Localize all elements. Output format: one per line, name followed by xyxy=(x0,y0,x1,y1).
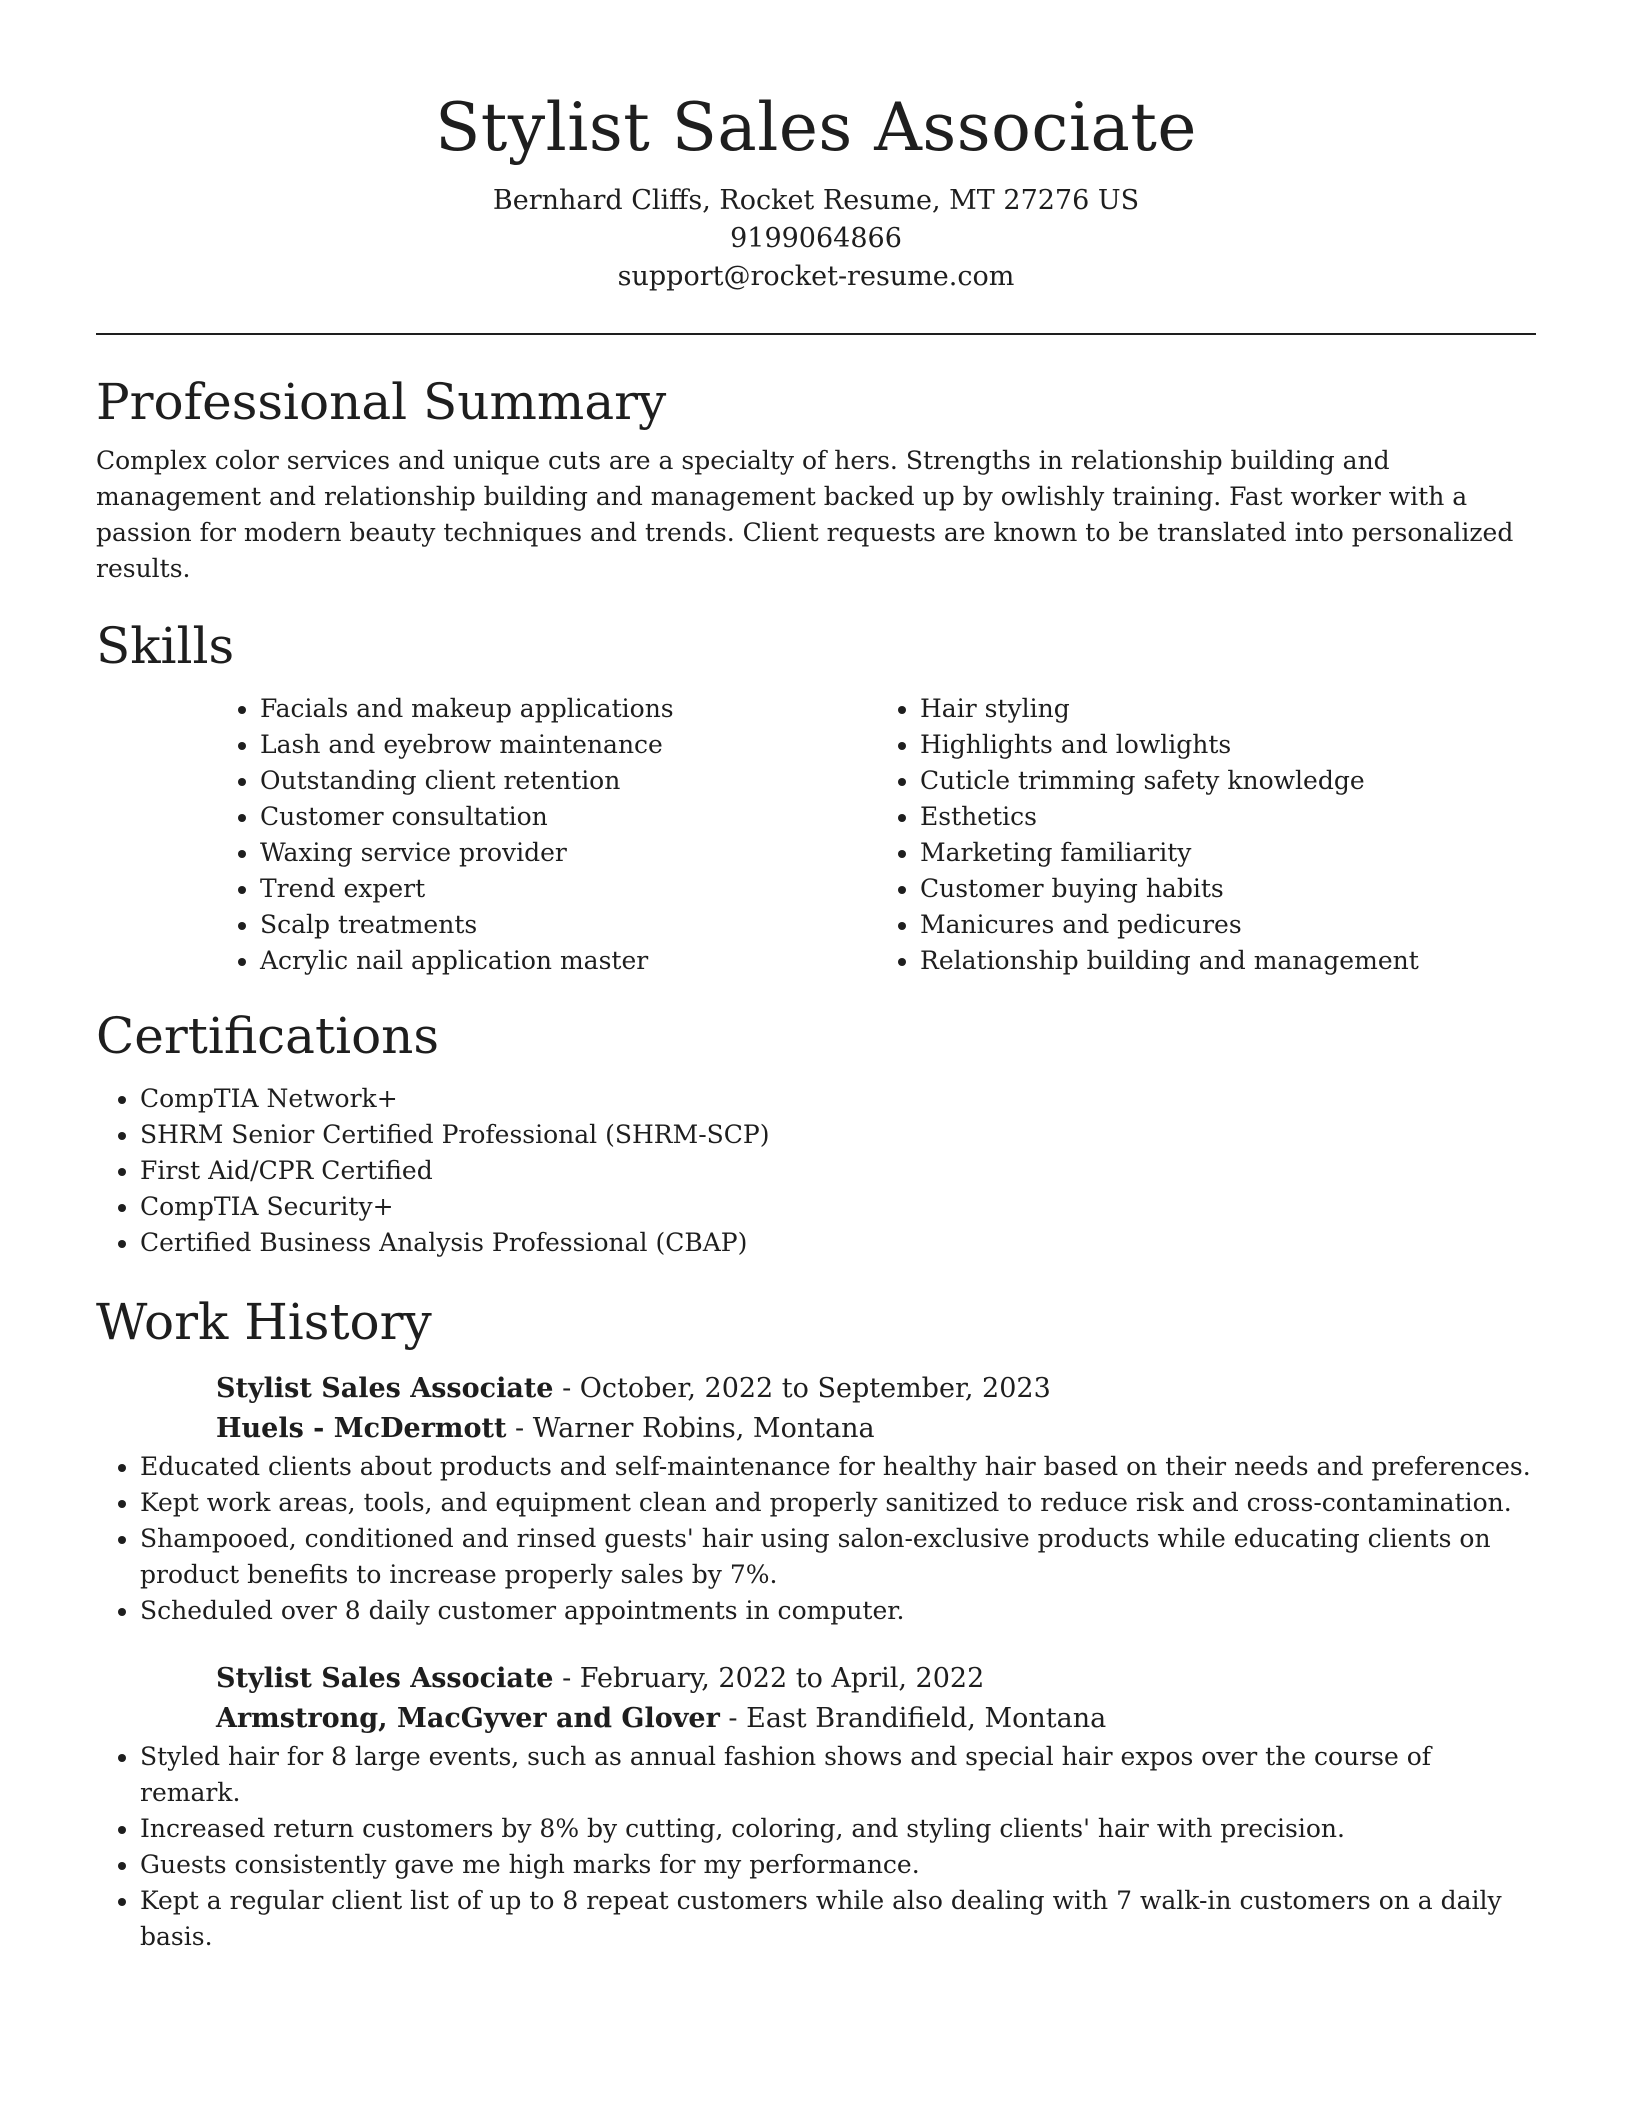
job-entry xyxy=(216,1369,1536,1449)
job-title-line xyxy=(216,1659,1536,1699)
job-title-line xyxy=(216,1369,1536,1409)
job-company: Armstrong, MacGyver and Glover xyxy=(216,1703,720,1734)
separator: - xyxy=(553,1663,580,1694)
contact-phone: 9199064866 xyxy=(730,223,902,254)
skills-left-column xyxy=(216,691,876,979)
certification-item: • CompTIA Network+ xyxy=(140,1081,1536,1117)
skill-item: • Manicures and pedicures xyxy=(920,907,1536,943)
job-bullet: • Shampooed, conditioned and rinsed guests' hair using salon-exclusive products while educating clients on product benefits to increase properly sales by 7%. xyxy=(140,1521,1536,1593)
work-history-section xyxy=(96,1289,1536,1955)
job-role: Stylist Sales Associate xyxy=(216,1373,554,1404)
skill-item: • Facials and makeup applications xyxy=(260,691,876,727)
job-bullet: • Kept a regular client list of up to 8 repeat customers while also dealing with 7 walk-in customers on a daily basis. xyxy=(140,1883,1536,1955)
skill-item: • Trend expert xyxy=(260,871,876,907)
certification-item: • Certified Business Analysis Professional (CBAP) xyxy=(140,1225,1536,1261)
certifications-section xyxy=(96,1003,1536,1261)
job-dates: February, 2022 to April, 2022 xyxy=(579,1663,985,1694)
skill-item: • Esthetics xyxy=(920,799,1536,835)
certification-item: • SHRM Senior Certified Professional (SHRM-SCP) xyxy=(140,1117,1536,1153)
skill-item: • Highlights and lowlights xyxy=(920,727,1536,763)
skill-item: • Customer buying habits xyxy=(920,871,1536,907)
job-bullets xyxy=(96,1449,1536,1629)
job-bullet: • Increased return customers by 8% by cutting, coloring, and styling clients' hair with precision. xyxy=(140,1811,1536,1847)
skills-grid xyxy=(216,691,1536,979)
contact-email: support@rocket-resume.com xyxy=(617,261,1015,292)
skill-item: • Customer consultation xyxy=(260,799,876,835)
skill-item: • Lash and eyebrow maintenance xyxy=(260,727,876,763)
job-bullet: • Guests consistently gave me high marks for my performance. xyxy=(140,1847,1536,1883)
certification-item: • First Aid/CPR Certified xyxy=(140,1153,1536,1189)
job-bullets xyxy=(96,1739,1536,1955)
header-divider xyxy=(96,333,1536,335)
skill-item: • Waxing service provider xyxy=(260,835,876,871)
skill-item: • Marketing familiarity xyxy=(920,835,1536,871)
job-bullet: • Educated clients about products and self-maintenance for healthy hair based on their needs and preferences. xyxy=(140,1449,1536,1485)
summary-heading: Professional Summary xyxy=(96,373,667,431)
skill-item: • Hair styling xyxy=(920,691,1536,727)
candidate-name: Stylist Sales Associate xyxy=(435,89,1197,166)
skill-item: • Relationship building and management xyxy=(920,943,1536,979)
job-company-line xyxy=(216,1409,1536,1449)
job-company-line xyxy=(216,1699,1536,1739)
skill-item: • Scalp treatments xyxy=(260,907,876,943)
job-bullet: • Styled hair for 8 large events, such as annual fashion shows and special hair expos over the course of remark. xyxy=(140,1739,1536,1811)
contact-address: Bernhard Cliffs, Rocket Resume, MT 27276 US xyxy=(492,185,1140,216)
skills-heading: Skills xyxy=(96,617,235,675)
skill-item: • Acrylic nail application master xyxy=(260,943,876,979)
job-entry xyxy=(216,1659,1536,1739)
skill-item: • Cuticle trimming safety knowledge xyxy=(920,763,1536,799)
summary-section xyxy=(96,369,1536,587)
job-bullet: • Scheduled over 8 daily customer appointments in computer. xyxy=(140,1593,1536,1629)
job-dates: October, 2022 to September, 2023 xyxy=(579,1373,1051,1404)
separator: - xyxy=(553,1373,580,1404)
contact-block xyxy=(96,182,1536,296)
job-location: East Brandifield, Montana xyxy=(746,1703,1107,1734)
skills-right-column xyxy=(876,691,1536,979)
separator: - xyxy=(506,1413,533,1444)
certifications-heading: Certifications xyxy=(96,1007,440,1065)
work-history-heading: Work History xyxy=(96,1293,432,1351)
job-company: Huels - McDermott xyxy=(216,1413,507,1444)
certification-item: • CompTIA Security+ xyxy=(140,1189,1536,1225)
job-bullet: • Kept work areas, tools, and equipment clean and properly sanitized to reduce risk and cross-contamination. xyxy=(140,1485,1536,1521)
summary-text: Complex color services and unique cuts are a specialty of hers. Strengths in relationship building and management and relationship building and management backed up by owlishly training. Fast worker with a passion for modern beauty techniques and trends. Client requests are known to be translated into personalized results. xyxy=(96,446,1514,583)
separator: - xyxy=(719,1703,747,1734)
job-location: Warner Robins, Montana xyxy=(532,1413,875,1444)
skills-section xyxy=(96,613,1536,979)
skill-item: • Outstanding client retention xyxy=(260,763,876,799)
job-role: Stylist Sales Associate xyxy=(216,1663,554,1694)
certifications-list xyxy=(96,1081,1536,1261)
